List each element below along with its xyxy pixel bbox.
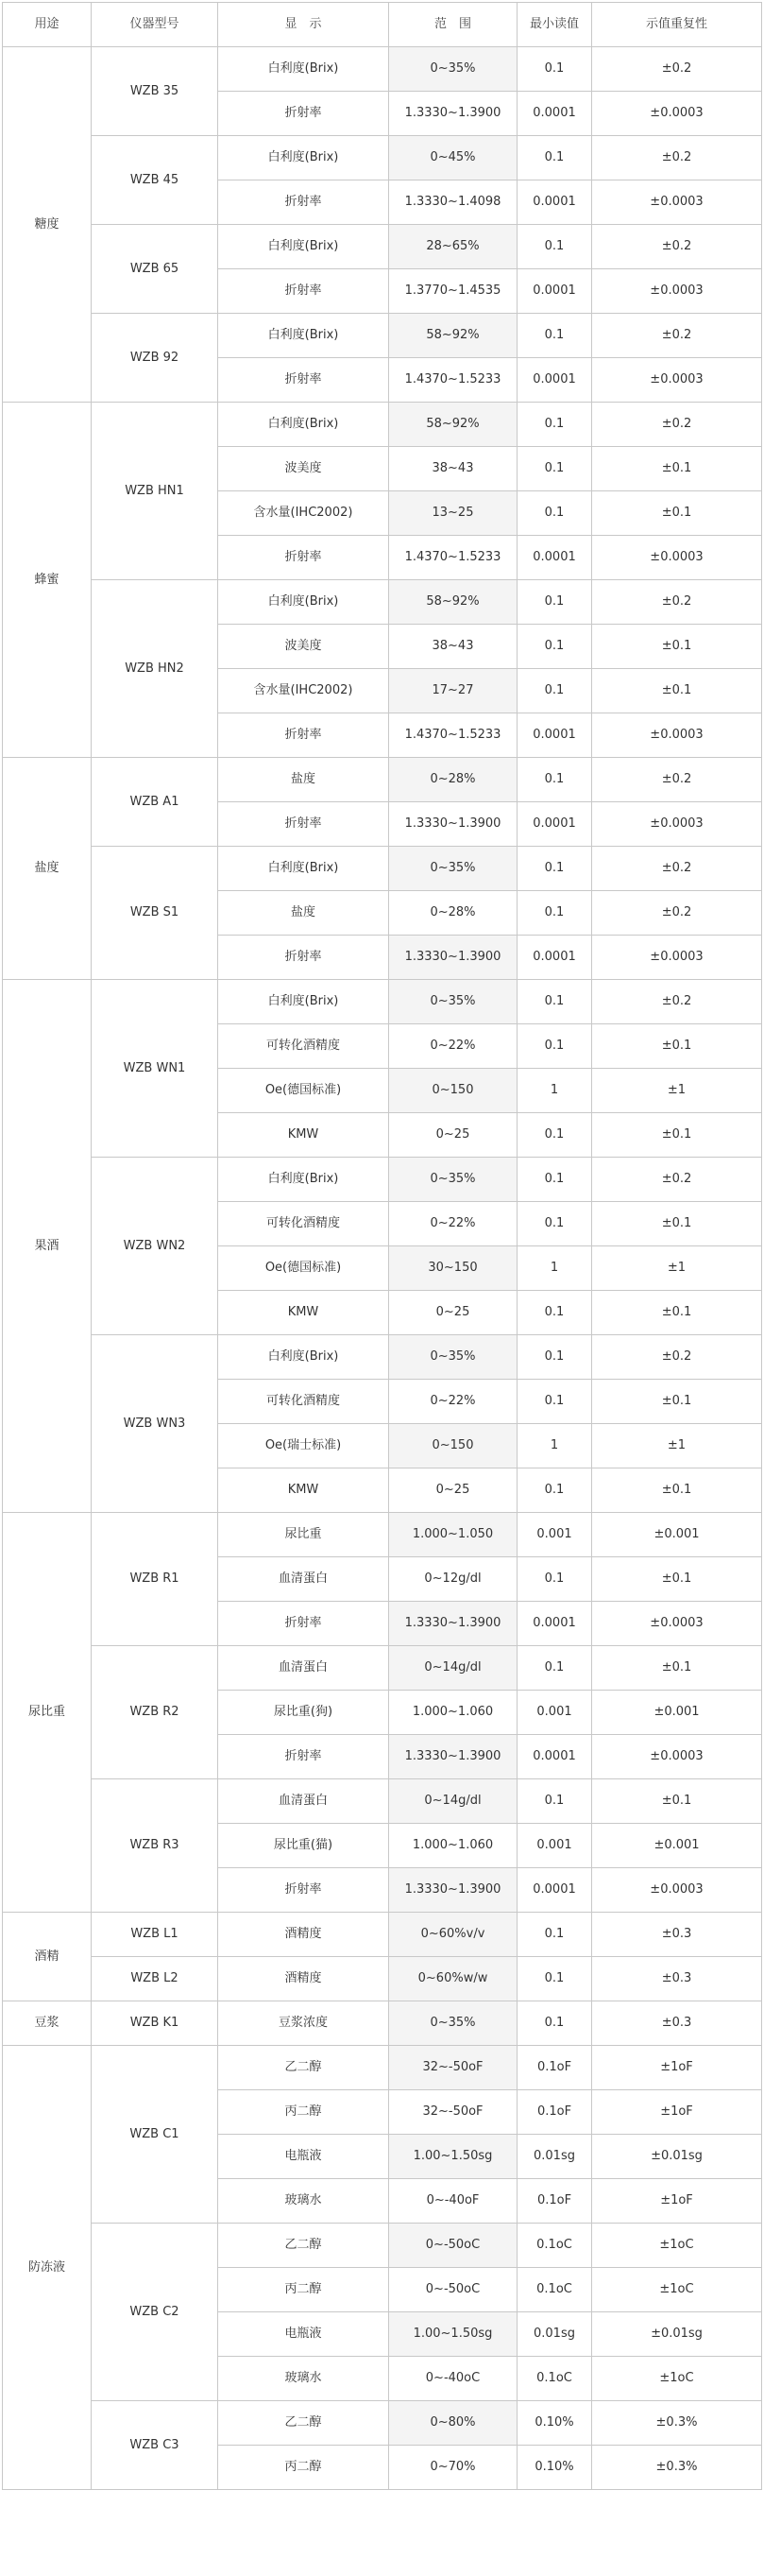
range-cell: 0~35% xyxy=(389,1158,518,1202)
display-cell: Oe(德国标准) xyxy=(218,1246,389,1291)
model-cell: WZB C1 xyxy=(92,2046,218,2224)
model-cell: WZB WN2 xyxy=(92,1158,218,1335)
model-cell: WZB WN1 xyxy=(92,980,218,1158)
min-reading-cell: 0.1oC xyxy=(518,2357,592,2401)
display-cell: 白利度(Brix) xyxy=(218,225,389,269)
display-cell: 白利度(Brix) xyxy=(218,403,389,447)
repeatability-cell: ±0.2 xyxy=(592,580,762,625)
min-reading-cell: 0.001 xyxy=(518,1824,592,1868)
range-cell: 1.00~1.50sg xyxy=(389,2135,518,2179)
repeatability-cell: ±1 xyxy=(592,1246,762,1291)
repeatability-cell: ±0.1 xyxy=(592,1380,762,1424)
repeatability-cell: ±1oC xyxy=(592,2268,762,2312)
model-cell: WZB 92 xyxy=(92,314,218,403)
range-cell: 32~-50oF xyxy=(389,2090,518,2135)
repeatability-cell: ±0.3 xyxy=(592,2001,762,2046)
range-cell: 0~22% xyxy=(389,1380,518,1424)
min-reading-cell: 0.1 xyxy=(518,580,592,625)
display-cell: 丙二醇 xyxy=(218,2446,389,2490)
min-reading-cell: 0.01sg xyxy=(518,2312,592,2357)
table-row xyxy=(3,1957,762,2001)
range-cell: 0~35% xyxy=(389,847,518,891)
table-row xyxy=(3,1335,762,1380)
table-row xyxy=(3,847,762,891)
display-cell: 尿比重 xyxy=(218,1513,389,1557)
min-reading-cell: 0.1 xyxy=(518,891,592,936)
range-cell: 0~28% xyxy=(389,891,518,936)
min-reading-cell: 0.0001 xyxy=(518,802,592,847)
table-row xyxy=(3,136,762,180)
min-reading-cell: 1 xyxy=(518,1069,592,1113)
display-cell: 白利度(Brix) xyxy=(218,47,389,92)
repeatability-cell: ±1 xyxy=(592,1424,762,1468)
usage-cell: 糖度 xyxy=(3,47,92,403)
header-range: 范 围 xyxy=(389,3,518,47)
display-cell: 折射率 xyxy=(218,92,389,136)
range-cell: 0~150 xyxy=(389,1069,518,1113)
range-cell: 38~43 xyxy=(389,447,518,491)
repeatability-cell: ±0.1 xyxy=(592,491,762,536)
min-reading-cell: 0.0001 xyxy=(518,92,592,136)
usage-cell: 尿比重 xyxy=(3,1513,92,1913)
min-reading-cell: 0.0001 xyxy=(518,269,592,314)
usage-cell: 豆浆 xyxy=(3,2001,92,2046)
min-reading-cell: 0.1 xyxy=(518,1291,592,1335)
table-row xyxy=(3,403,762,447)
display-cell: 乙二醇 xyxy=(218,2224,389,2268)
repeatability-cell: ±0.2 xyxy=(592,136,762,180)
range-cell: 0~22% xyxy=(389,1202,518,1246)
range-cell: 0~35% xyxy=(389,2001,518,2046)
range-cell: 1.3770~1.4535 xyxy=(389,269,518,314)
display-cell: 白利度(Brix) xyxy=(218,1335,389,1380)
range-cell: 0~35% xyxy=(389,980,518,1024)
model-cell: WZB WN3 xyxy=(92,1335,218,1513)
repeatability-cell: ±0.1 xyxy=(592,1468,762,1513)
min-reading-cell: 0.1 xyxy=(518,1913,592,1957)
repeatability-cell: ±1oF xyxy=(592,2046,762,2090)
range-cell: 0~45% xyxy=(389,136,518,180)
table-row xyxy=(3,2046,762,2090)
min-reading-cell: 0.1 xyxy=(518,1557,592,1602)
model-cell: WZB HN1 xyxy=(92,403,218,580)
table-row xyxy=(3,1779,762,1824)
display-cell: 白利度(Brix) xyxy=(218,1158,389,1202)
display-cell: 血清蛋白 xyxy=(218,1646,389,1691)
model-cell: WZB S1 xyxy=(92,847,218,980)
repeatability-cell: ±1oF xyxy=(592,2090,762,2135)
range-cell: 0~-50oC xyxy=(389,2224,518,2268)
header-display: 显 示 xyxy=(218,3,389,47)
display-cell: 玻璃水 xyxy=(218,2357,389,2401)
header-usage: 用途 xyxy=(3,3,92,47)
model-cell: WZB R2 xyxy=(92,1646,218,1779)
min-reading-cell: 0.1 xyxy=(518,136,592,180)
range-cell: 0~-40oC xyxy=(389,2357,518,2401)
display-cell: KMW xyxy=(218,1468,389,1513)
display-cell: 折射率 xyxy=(218,536,389,580)
model-cell: WZB 35 xyxy=(92,47,218,136)
model-cell: WZB R3 xyxy=(92,1779,218,1913)
range-cell: 32~-50oF xyxy=(389,2046,518,2090)
display-cell: 玻璃水 xyxy=(218,2179,389,2224)
repeatability-cell: ±0.0003 xyxy=(592,936,762,980)
repeatability-cell: ±0.2 xyxy=(592,225,762,269)
display-cell: 丙二醇 xyxy=(218,2268,389,2312)
min-reading-cell: 0.001 xyxy=(518,1691,592,1735)
header-min-reading: 最小读值 xyxy=(518,3,592,47)
repeatability-cell: ±0.0003 xyxy=(592,180,762,225)
min-reading-cell: 0.1 xyxy=(518,447,592,491)
range-cell: 0~-40oF xyxy=(389,2179,518,2224)
min-reading-cell: 0.10% xyxy=(518,2401,592,2446)
range-cell: 0~35% xyxy=(389,1335,518,1380)
min-reading-cell: 0.0001 xyxy=(518,1602,592,1646)
display-cell: 白利度(Brix) xyxy=(218,580,389,625)
range-cell: 1.3330~1.3900 xyxy=(389,936,518,980)
repeatability-cell: ±0.1 xyxy=(592,1557,762,1602)
range-cell: 0~80% xyxy=(389,2401,518,2446)
range-cell: 30~150 xyxy=(389,1246,518,1291)
range-cell: 1.4370~1.5233 xyxy=(389,536,518,580)
header-row xyxy=(3,3,762,47)
min-reading-cell: 0.1 xyxy=(518,1158,592,1202)
repeatability-cell: ±0.2 xyxy=(592,314,762,358)
range-cell: 0~60%v/v xyxy=(389,1913,518,1957)
display-cell: Oe(瑞士标准) xyxy=(218,1424,389,1468)
display-cell: 可转化酒精度 xyxy=(218,1202,389,1246)
range-cell: 0~14g/dl xyxy=(389,1646,518,1691)
usage-cell: 酒精 xyxy=(3,1913,92,2001)
repeatability-cell: ±0.0003 xyxy=(592,1868,762,1913)
repeatability-cell: ±0.0003 xyxy=(592,358,762,403)
display-cell: 乙二醇 xyxy=(218,2401,389,2446)
repeatability-cell: ±0.2 xyxy=(592,980,762,1024)
display-cell: 白利度(Brix) xyxy=(218,314,389,358)
range-cell: 58~92% xyxy=(389,580,518,625)
range-cell: 0~22% xyxy=(389,1024,518,1069)
header-repeatability: 示值重复性 xyxy=(592,3,762,47)
min-reading-cell: 0.1 xyxy=(518,1202,592,1246)
table-row xyxy=(3,980,762,1024)
model-cell: WZB R1 xyxy=(92,1513,218,1646)
repeatability-cell: ±0.01sg xyxy=(592,2135,762,2179)
min-reading-cell: 0.1oC xyxy=(518,2268,592,2312)
spec-table-body xyxy=(3,47,762,2490)
min-reading-cell: 0.1 xyxy=(518,1113,592,1158)
min-reading-cell: 0.1 xyxy=(518,491,592,536)
min-reading-cell: 0.0001 xyxy=(518,536,592,580)
display-cell: KMW xyxy=(218,1291,389,1335)
display-cell: 白利度(Brix) xyxy=(218,847,389,891)
repeatability-cell: ±0.2 xyxy=(592,758,762,802)
display-cell: Oe(德国标准) xyxy=(218,1069,389,1113)
range-cell: 0~25 xyxy=(389,1468,518,1513)
display-cell: 波美度 xyxy=(218,447,389,491)
range-cell: 13~25 xyxy=(389,491,518,536)
range-cell: 1.3330~1.3900 xyxy=(389,1602,518,1646)
min-reading-cell: 0.0001 xyxy=(518,1735,592,1779)
display-cell: 可转化酒精度 xyxy=(218,1380,389,1424)
min-reading-cell: 0.01sg xyxy=(518,2135,592,2179)
min-reading-cell: 0.1 xyxy=(518,1957,592,2001)
repeatability-cell: ±0.3% xyxy=(592,2401,762,2446)
repeatability-cell: ±0.3% xyxy=(592,2446,762,2490)
display-cell: 折射率 xyxy=(218,936,389,980)
display-cell: 丙二醇 xyxy=(218,2090,389,2135)
display-cell: 电瓶液 xyxy=(218,2135,389,2179)
range-cell: 1.000~1.050 xyxy=(389,1513,518,1557)
display-cell: 折射率 xyxy=(218,713,389,758)
repeatability-cell: ±0.1 xyxy=(592,1291,762,1335)
repeatability-cell: ±0.2 xyxy=(592,403,762,447)
range-cell: 1.00~1.50sg xyxy=(389,2312,518,2357)
display-cell: 尿比重(狗) xyxy=(218,1691,389,1735)
display-cell: 波美度 xyxy=(218,625,389,669)
display-cell: 含水量(IHC2002) xyxy=(218,669,389,713)
display-cell: KMW xyxy=(218,1113,389,1158)
table-row xyxy=(3,225,762,269)
min-reading-cell: 0.1oF xyxy=(518,2179,592,2224)
range-cell: 0~25 xyxy=(389,1113,518,1158)
min-reading-cell: 0.1 xyxy=(518,403,592,447)
display-cell: 豆浆浓度 xyxy=(218,2001,389,2046)
repeatability-cell: ±0.2 xyxy=(592,1158,762,1202)
model-cell: WZB 65 xyxy=(92,225,218,314)
table-row xyxy=(3,2401,762,2446)
repeatability-cell: ±0.3 xyxy=(592,1913,762,1957)
display-cell: 盐度 xyxy=(218,891,389,936)
display-cell: 酒精度 xyxy=(218,1913,389,1957)
range-cell: 1.000~1.060 xyxy=(389,1824,518,1868)
min-reading-cell: 0.001 xyxy=(518,1513,592,1557)
range-cell: 1.4370~1.5233 xyxy=(389,713,518,758)
min-reading-cell: 0.1 xyxy=(518,1646,592,1691)
repeatability-cell: ±0.0003 xyxy=(592,1735,762,1779)
repeatability-cell: ±0.0003 xyxy=(592,269,762,314)
usage-cell: 蜂蜜 xyxy=(3,403,92,758)
repeatability-cell: ±0.0003 xyxy=(592,536,762,580)
repeatability-cell: ±0.0003 xyxy=(592,713,762,758)
display-cell: 盐度 xyxy=(218,758,389,802)
range-cell: 1.3330~1.3900 xyxy=(389,1735,518,1779)
range-cell: 0~14g/dl xyxy=(389,1779,518,1824)
range-cell: 0~35% xyxy=(389,47,518,92)
repeatability-cell: ±0.0003 xyxy=(592,802,762,847)
min-reading-cell: 0.1 xyxy=(518,669,592,713)
table-row xyxy=(3,1646,762,1691)
min-reading-cell: 0.1 xyxy=(518,758,592,802)
repeatability-cell: ±0.3 xyxy=(592,1957,762,2001)
repeatability-cell: ±0.1 xyxy=(592,1202,762,1246)
display-cell: 折射率 xyxy=(218,1868,389,1913)
min-reading-cell: 0.1 xyxy=(518,1468,592,1513)
min-reading-cell: 1 xyxy=(518,1246,592,1291)
range-cell: 1.3330~1.4098 xyxy=(389,180,518,225)
display-cell: 血清蛋白 xyxy=(218,1557,389,1602)
min-reading-cell: 0.1oF xyxy=(518,2090,592,2135)
range-cell: 0~70% xyxy=(389,2446,518,2490)
min-reading-cell: 1 xyxy=(518,1424,592,1468)
table-row xyxy=(3,758,762,802)
repeatability-cell: ±0.1 xyxy=(592,1024,762,1069)
model-cell: WZB A1 xyxy=(92,758,218,847)
min-reading-cell: 0.1 xyxy=(518,980,592,1024)
repeatability-cell: ±0.1 xyxy=(592,625,762,669)
model-cell: WZB C2 xyxy=(92,2224,218,2401)
display-cell: 白利度(Brix) xyxy=(218,980,389,1024)
table-row xyxy=(3,580,762,625)
range-cell: 17~27 xyxy=(389,669,518,713)
model-cell: WZB K1 xyxy=(92,2001,218,2046)
min-reading-cell: 0.1oF xyxy=(518,2046,592,2090)
repeatability-cell: ±0.001 xyxy=(592,1824,762,1868)
min-reading-cell: 0.0001 xyxy=(518,1868,592,1913)
min-reading-cell: 0.0001 xyxy=(518,358,592,403)
repeatability-cell: ±0.1 xyxy=(592,447,762,491)
model-cell: WZB C3 xyxy=(92,2401,218,2490)
min-reading-cell: 0.1 xyxy=(518,625,592,669)
display-cell: 电瓶液 xyxy=(218,2312,389,2357)
display-cell: 折射率 xyxy=(218,1735,389,1779)
min-reading-cell: 0.1 xyxy=(518,1024,592,1069)
range-cell: 0~12g/dl xyxy=(389,1557,518,1602)
spec-table xyxy=(2,2,762,2490)
display-cell: 折射率 xyxy=(218,180,389,225)
repeatability-cell: ±0.01sg xyxy=(592,2312,762,2357)
display-cell: 折射率 xyxy=(218,358,389,403)
repeatability-cell: ±0.2 xyxy=(592,47,762,92)
display-cell: 含水量(IHC2002) xyxy=(218,491,389,536)
repeatability-cell: ±0.2 xyxy=(592,1335,762,1380)
range-cell: 0~28% xyxy=(389,758,518,802)
min-reading-cell: 0.1 xyxy=(518,1779,592,1824)
display-cell: 乙二醇 xyxy=(218,2046,389,2090)
model-cell: WZB L2 xyxy=(92,1957,218,2001)
min-reading-cell: 0.1 xyxy=(518,225,592,269)
repeatability-cell: ±0.1 xyxy=(592,669,762,713)
model-cell: WZB 45 xyxy=(92,136,218,225)
range-cell: 1.3330~1.3900 xyxy=(389,802,518,847)
range-cell: 0~60%w/w xyxy=(389,1957,518,2001)
display-cell: 可转化酒精度 xyxy=(218,1024,389,1069)
repeatability-cell: ±1 xyxy=(592,1069,762,1113)
display-cell: 白利度(Brix) xyxy=(218,136,389,180)
model-cell: WZB HN2 xyxy=(92,580,218,758)
repeatability-cell: ±0.1 xyxy=(592,1646,762,1691)
usage-cell: 盐度 xyxy=(3,758,92,980)
range-cell: 58~92% xyxy=(389,403,518,447)
min-reading-cell: 0.0001 xyxy=(518,936,592,980)
range-cell: 58~92% xyxy=(389,314,518,358)
min-reading-cell: 0.1 xyxy=(518,1335,592,1380)
usage-cell: 防冻液 xyxy=(3,2046,92,2490)
table-row xyxy=(3,2224,762,2268)
range-cell: 1.3330~1.3900 xyxy=(389,92,518,136)
repeatability-cell: ±0.1 xyxy=(592,1113,762,1158)
repeatability-cell: ±0.001 xyxy=(592,1691,762,1735)
header-model: 仪器型号 xyxy=(92,3,218,47)
table-row xyxy=(3,47,762,92)
table-row xyxy=(3,2001,762,2046)
min-reading-cell: 0.1 xyxy=(518,2001,592,2046)
range-cell: 1.000~1.060 xyxy=(389,1691,518,1735)
repeatability-cell: ±0.2 xyxy=(592,847,762,891)
display-cell: 尿比重(猫) xyxy=(218,1824,389,1868)
range-cell: 1.3330~1.3900 xyxy=(389,1868,518,1913)
min-reading-cell: 0.1 xyxy=(518,47,592,92)
usage-cell: 果酒 xyxy=(3,980,92,1513)
table-row xyxy=(3,1513,762,1557)
min-reading-cell: 0.1oC xyxy=(518,2224,592,2268)
min-reading-cell: 0.1 xyxy=(518,314,592,358)
min-reading-cell: 0.0001 xyxy=(518,713,592,758)
repeatability-cell: ±1oC xyxy=(592,2224,762,2268)
display-cell: 折射率 xyxy=(218,269,389,314)
min-reading-cell: 0.10% xyxy=(518,2446,592,2490)
min-reading-cell: 0.1 xyxy=(518,847,592,891)
repeatability-cell: ±0.1 xyxy=(592,1779,762,1824)
model-cell: WZB L1 xyxy=(92,1913,218,1957)
range-cell: 28~65% xyxy=(389,225,518,269)
table-row xyxy=(3,314,762,358)
repeatability-cell: ±0.0003 xyxy=(592,92,762,136)
range-cell: 0~150 xyxy=(389,1424,518,1468)
range-cell: 0~-50oC xyxy=(389,2268,518,2312)
repeatability-cell: ±0.0003 xyxy=(592,1602,762,1646)
repeatability-cell: ±0.2 xyxy=(592,891,762,936)
min-reading-cell: 0.0001 xyxy=(518,180,592,225)
table-row xyxy=(3,1913,762,1957)
display-cell: 血清蛋白 xyxy=(218,1779,389,1824)
range-cell: 38~43 xyxy=(389,625,518,669)
repeatability-cell: ±1oF xyxy=(592,2179,762,2224)
repeatability-cell: ±1oC xyxy=(592,2357,762,2401)
display-cell: 折射率 xyxy=(218,802,389,847)
min-reading-cell: 0.1 xyxy=(518,1380,592,1424)
table-row xyxy=(3,1158,762,1202)
range-cell: 0~25 xyxy=(389,1291,518,1335)
range-cell: 1.4370~1.5233 xyxy=(389,358,518,403)
display-cell: 酒精度 xyxy=(218,1957,389,2001)
display-cell: 折射率 xyxy=(218,1602,389,1646)
repeatability-cell: ±0.001 xyxy=(592,1513,762,1557)
